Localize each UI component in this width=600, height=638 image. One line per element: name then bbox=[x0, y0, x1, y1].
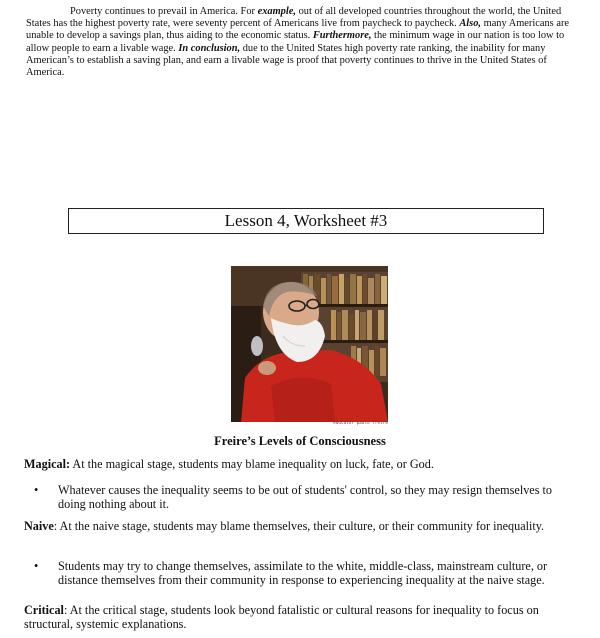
magical-text: At the magical stage, students may blame inequality on luck, fate, or God. bbox=[70, 457, 434, 471]
photo-credit: educator paulo freire bbox=[333, 420, 388, 425]
naive-bullet-text: Students may try to change themselves, assimilate to the white, middle-class, mainstream culture, or distance themselves from their community in response to experiencing inequality at the naive stage. bbox=[58, 559, 548, 587]
intro-text: the minimum wage in our nation is too low to allow people to earn a livable wage. bbox=[26, 30, 565, 54]
keyword-in-conclusion: In conclusion, bbox=[178, 42, 241, 54]
critical-text: : At the critical stage, students look beyond fatalistic or cultural reasons for inequality to focus on structural, systemic explanations. bbox=[24, 603, 539, 631]
bullet-icon: • bbox=[34, 483, 39, 497]
critical-paragraph bbox=[24, 603, 580, 631]
lesson-title: Lesson 4, Worksheet #3 bbox=[224, 211, 388, 230]
naive-label: Naive bbox=[24, 519, 54, 533]
magical-bullet-item bbox=[34, 483, 574, 511]
magical-label: Magical: bbox=[24, 457, 71, 471]
keyword-also: Also, bbox=[459, 18, 482, 30]
intro-text: out of all developed countries throughout the world, the United States has the highest poverty rate, were seventy percent of Americans live from paycheck to paycheck. bbox=[26, 6, 562, 30]
intro-text: many Americans are unable to develop a savings plan, thus aiding to the economic status. bbox=[26, 18, 570, 42]
keyword-furthermore: Furthermore, bbox=[312, 30, 372, 42]
critical-label: Critical bbox=[24, 603, 64, 617]
bullet-icon: • bbox=[34, 559, 39, 573]
naive-text: : At the naive stage, students may blame themselves, their culture, or their community for inequality. bbox=[53, 519, 545, 533]
portrait-photo bbox=[231, 266, 388, 422]
keyword-example: example, bbox=[257, 6, 296, 17]
intro-paragraph bbox=[26, 6, 578, 79]
naive-paragraph bbox=[24, 519, 580, 533]
magical-paragraph bbox=[24, 457, 580, 471]
magical-bullet-text: Whatever causes the inequality seems to be out of students' control, so they may resign themselves to doing nothing about it. bbox=[58, 483, 552, 511]
intro-text: due to the United States high poverty rate ranking, the inability for many American’s to establish a saving plan, and earn a livable wage is proof that poverty continues to thrive in the United States of America. bbox=[26, 42, 547, 79]
naive-bullet-item bbox=[34, 559, 574, 587]
lesson-title-box bbox=[68, 208, 544, 234]
section-heading: Freire’s Levels of Consciousness bbox=[214, 434, 386, 448]
intro-text: Poverty continues to prevail in America. For bbox=[70, 6, 258, 17]
